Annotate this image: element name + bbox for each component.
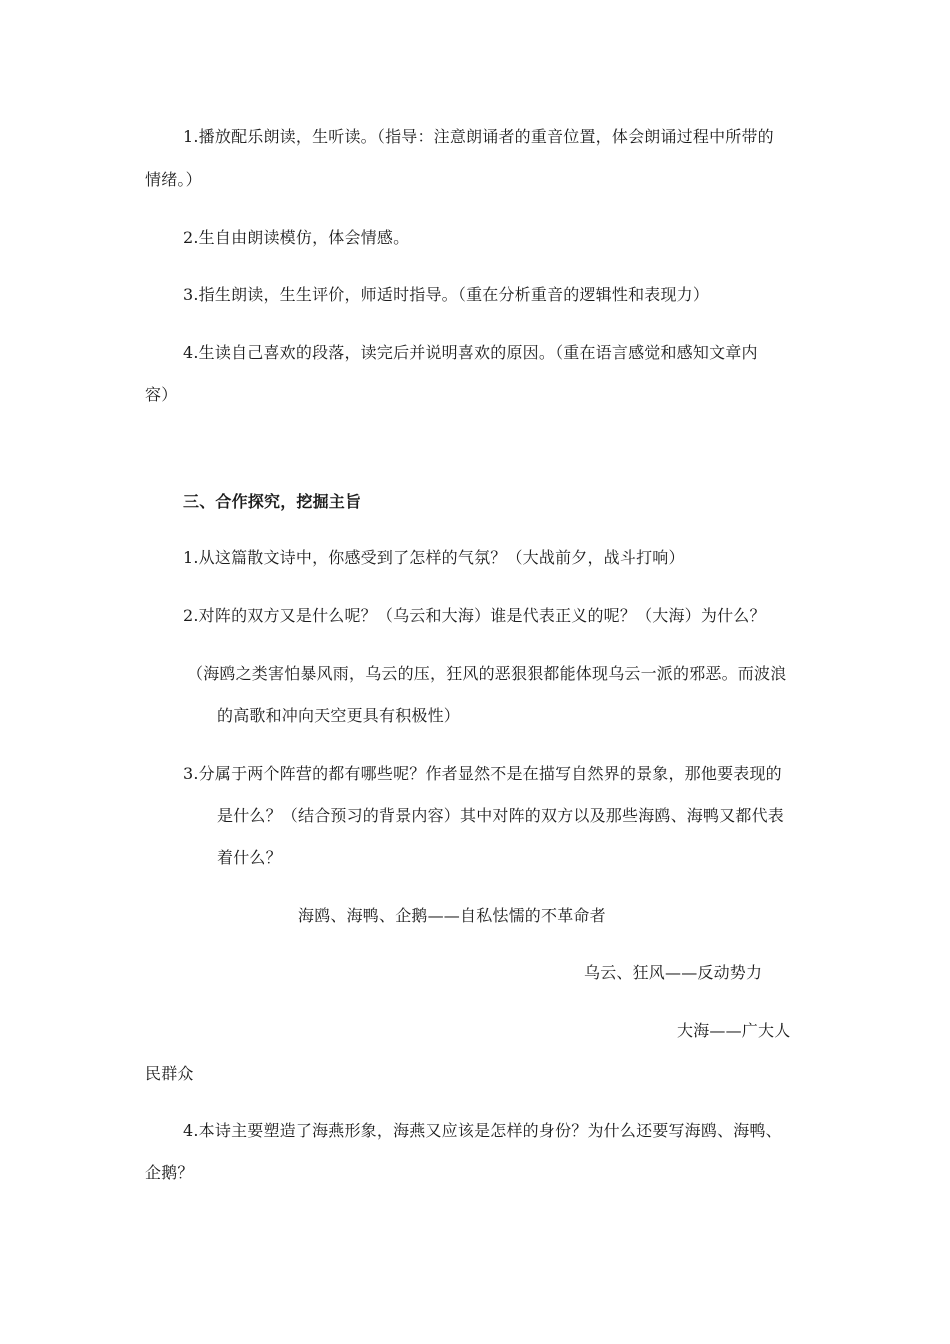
- question-2-note-line-2: 的高歌和冲向天空更具有积极性）: [217, 706, 461, 725]
- item-4-line-2: 容）: [145, 385, 178, 404]
- item-3: 3.指生朗读，生生评价，师适时指导。（重在分析重音的逻辑性和表现力）: [183, 285, 710, 304]
- answer-sea-part-2: 民群众: [145, 1064, 194, 1083]
- item-1-line-1: 1.播放配乐朗读，生听读。（指导：注意朗诵者的重音位置，体会朗诵过程中所带的: [183, 127, 774, 146]
- item-2: 2.生自由朗读模仿，体会情感。: [183, 228, 410, 247]
- question-2: 2.对阵的双方又是什么呢？（乌云和大海）谁是代表正义的呢？（大海）为什么？: [183, 606, 766, 625]
- item-1-line-2: 情绪。）: [145, 170, 202, 189]
- question-3-line-2: 是什么？（结合预习的背景内容）其中对阵的双方以及那些海鸥、海鸭又都代表: [217, 806, 785, 825]
- answer-seagulls: 海鸥、海鸭、企鹅——自私怯懦的不革命者: [298, 906, 606, 925]
- question-4-line-1: 4.本诗主要塑造了海燕形象，海燕又应该是怎样的身份？为什么还要写海鸥、海鸭、: [183, 1121, 782, 1140]
- answer-sea-part-1: 大海——广大人: [677, 1021, 791, 1040]
- question-4-line-2: 企鹅？: [145, 1163, 194, 1182]
- question-1: 1.从这篇散文诗中，你感受到了怎样的气氛？（大战前夕，战斗打响）: [183, 548, 685, 567]
- answer-clouds: 乌云、狂风——反动势力: [584, 963, 763, 982]
- question-3-line-1: 3.分属于两个阵营的都有哪些呢？作者显然不是在描写自然界的景象，那他要表现的: [183, 764, 782, 783]
- section-heading: 三、合作探究，挖掘主旨: [183, 492, 362, 511]
- item-4-line-1: 4.生读自己喜欢的段落，读完后并说明喜欢的原因。（重在语言感觉和感知文章内: [183, 343, 758, 362]
- question-2-note-line-1: （海鸥之类害怕暴风雨，乌云的压，狂风的恶狠狠都能体现乌云一派的邪恶。而波浪: [187, 664, 787, 683]
- question-3-line-3: 着什么？: [217, 848, 282, 867]
